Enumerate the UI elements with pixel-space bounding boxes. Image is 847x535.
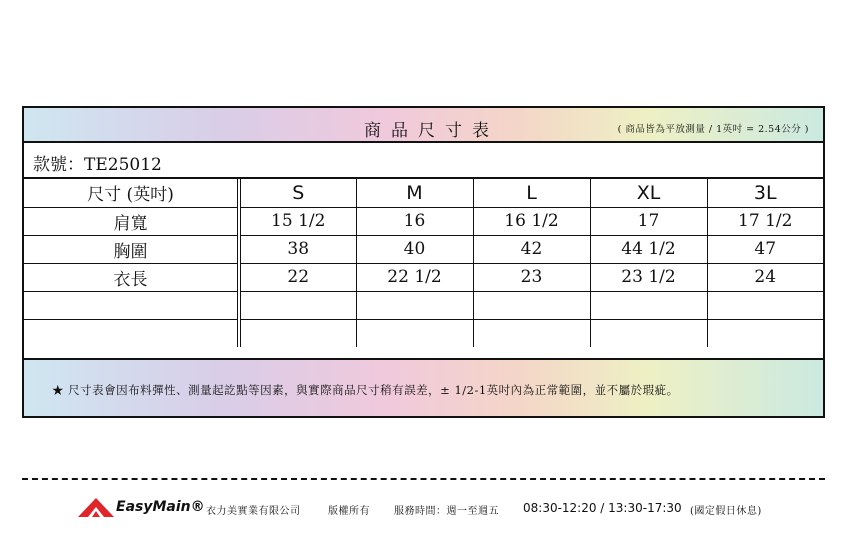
table-cell: 22 <box>239 263 356 291</box>
row-label <box>24 291 239 319</box>
table-cell <box>473 291 590 319</box>
table-cell: 15 1/2 <box>239 207 356 235</box>
table-row <box>24 235 823 263</box>
dashed-divider <box>22 478 825 480</box>
brand-logo: EasyMain® <box>116 499 205 515</box>
table-row-empty <box>24 291 823 319</box>
table-cell <box>707 291 823 319</box>
title-bar <box>24 108 823 143</box>
footer <box>78 496 818 520</box>
row-label: 衣長 <box>24 263 239 291</box>
table-cell: 23 1/2 <box>590 263 707 291</box>
table-row-empty <box>24 319 823 347</box>
copyright: 版權所有 <box>328 506 370 517</box>
table-cell <box>356 291 473 319</box>
chart-title: 商品尺寸表 <box>364 121 499 141</box>
table-cell: 23 <box>473 263 590 291</box>
table-cell <box>473 319 590 347</box>
table-cell <box>239 319 356 347</box>
table-cell: 16 <box>356 207 473 235</box>
measurement-note: ( 商品皆為平放測量 / 1英吋 = 2.54公分 ) <box>617 124 809 135</box>
service-hours-time: 08:30-12:20 / 13:30-17:30 <box>523 501 682 515</box>
service-hours-label: 服務時間：週一至週五 <box>394 506 499 517</box>
table-cell: 24 <box>707 263 823 291</box>
size-chart <box>22 106 825 418</box>
holiday-note: (國定假日休息) <box>690 506 762 517</box>
size-header: XL <box>590 179 707 207</box>
table-cell: 47 <box>707 235 823 263</box>
table-cell <box>356 319 473 347</box>
size-table <box>24 179 823 347</box>
table-cell: 17 1/2 <box>707 207 823 235</box>
table-cell: 40 <box>356 235 473 263</box>
company-name: 衣力美實業有限公司 <box>206 506 301 517</box>
mountain-logo-icon <box>78 496 114 518</box>
table-cell <box>707 319 823 347</box>
size-header: M <box>356 179 473 207</box>
table-cell <box>590 291 707 319</box>
table-cell: 17 <box>590 207 707 235</box>
table-cell: 44 1/2 <box>590 235 707 263</box>
row-label: 胸圍 <box>24 235 239 263</box>
table-cell <box>239 291 356 319</box>
header-label: 尺寸 (英吋) <box>24 179 239 207</box>
table-cell: 38 <box>239 235 356 263</box>
row-label: 肩寬 <box>24 207 239 235</box>
note-bar <box>24 358 823 416</box>
table-cell: 16 1/2 <box>473 207 590 235</box>
size-header: S <box>239 179 356 207</box>
table-cell: 42 <box>473 235 590 263</box>
table-row <box>24 263 823 291</box>
table-cell <box>590 319 707 347</box>
model-number: 款號：TE25012 <box>33 155 162 175</box>
table-row <box>24 207 823 235</box>
size-header: L <box>473 179 590 207</box>
table-header-row <box>24 179 823 207</box>
table-cell: 22 1/2 <box>356 263 473 291</box>
model-row <box>24 143 823 179</box>
size-header: 3L <box>707 179 823 207</box>
tolerance-note: ★ 尺寸表會因布料彈性、測量起訖點等因素，與實際商品尺寸稍有誤差，± 1/2-1英吋內為正常範圍，並不屬於瑕疵。 <box>52 383 679 397</box>
row-label <box>24 319 239 347</box>
